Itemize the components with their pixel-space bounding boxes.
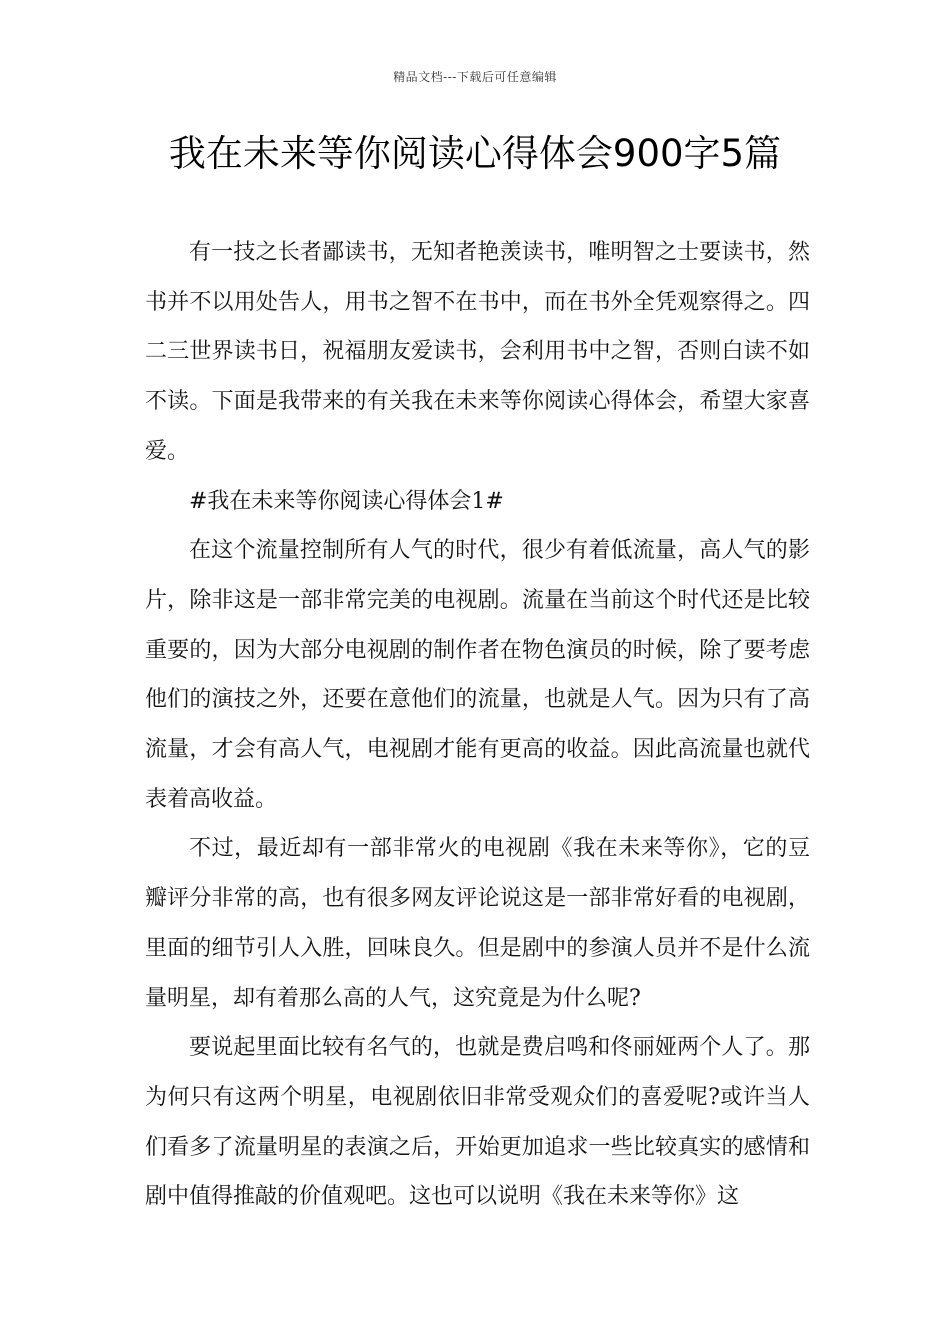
body-paragraph: 不过，最近却有一部非常火的电视剧《我在未来等你》，它的豆瓣评分非常的高，也有很多网友评论说这是一部非常好看的电视剧，里面的细节引人入胜，回味良久。但是剧中的参演人员并不是什么流量明星，却有着那么高的人气，这究竟是为什么呢? [145, 836, 810, 1011]
document-body [145, 228, 810, 1222]
body-paragraph: 要说起里面比较有名气的，也就是费启鸣和佟丽娅两个人了。那为何只有这两个明星，电视剧依旧非常受观众们的喜爱呢?或许当人们看多了流量明星的表演之后，开始更加追求一些比较真实的感情和剧中值得推敲的价值观吧。这也可以说明《我在未来等你》这 [145, 1035, 810, 1210]
section-heading: #我在未来等你阅读心得体会1# [189, 488, 504, 514]
intro-paragraph: 有一技之长者鄙读书，无知者艳羡读书，唯明智之士要读书，然书并不以用处告人，用书之智不在书中，而在书外全凭观察得之。四二三世界读书日，祝福朋友爱读书，会利用书中之智，否则白读不如不读。下面是我带来的有关我在未来等你阅读心得体会，希望大家喜爱。 [145, 240, 810, 464]
header-note: 精品文档---下载后可任意编辑 [393, 70, 557, 84]
body-paragraph: 在这个流量控制所有人气的时代，很少有着低流量，高人气的影片，除非这是一部非常完美的电视剧。流量在当前这个时代还是比较重要的，因为大部分电视剧的制作者在物色演员的时候，除了要考虑他们的演技之外，还要在意他们的流量，也就是人气。因为只有了高流量，才会有高人气，电视剧才能有更高的收益。因此高流量也就代表着高收益。 [145, 538, 810, 812]
document-title: 我在未来等你阅读心得体会900字5篇 [168, 132, 782, 175]
